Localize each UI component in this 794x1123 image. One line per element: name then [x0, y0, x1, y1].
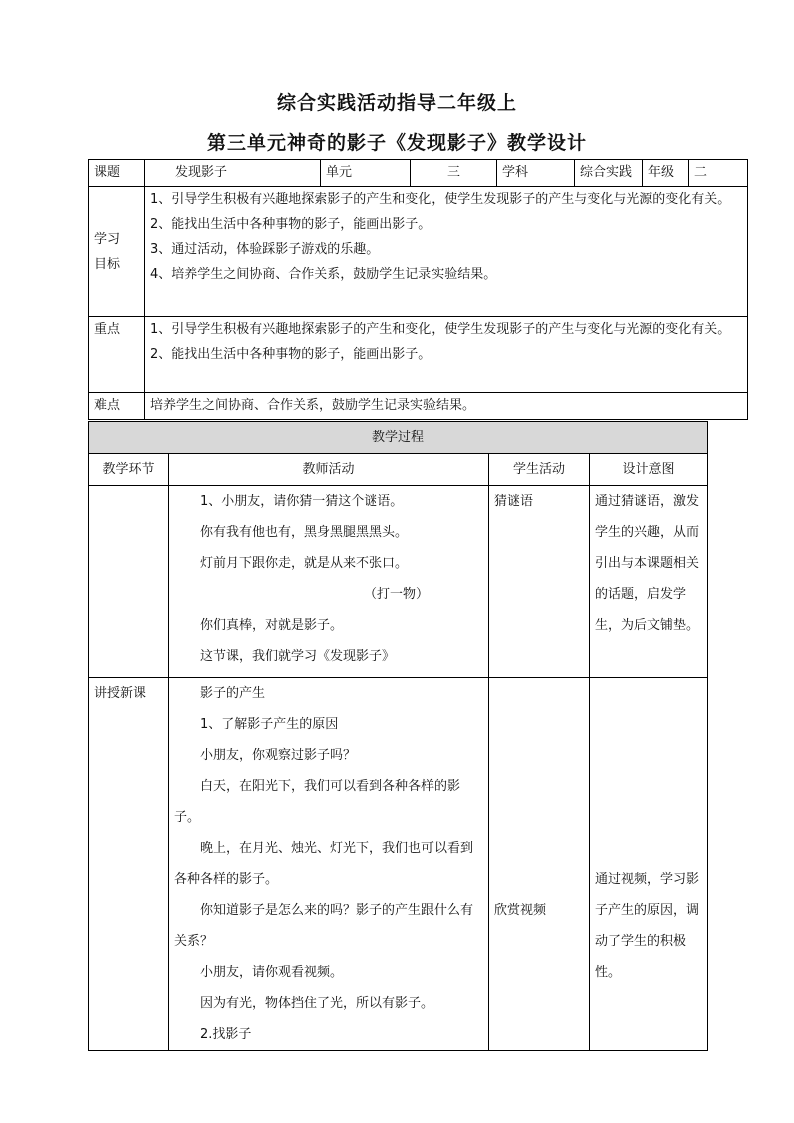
teacher-line: 这节课，我们就学习《发现影子》: [200, 649, 396, 664]
goals-label-line2: 目标: [94, 256, 121, 272]
grade-value: 二: [689, 160, 748, 187]
key-point-item: 1、引导学生积极有兴趣地探索影子的产生和变化，使学生发现影子的产生与变化与光源的变化有关。: [150, 322, 731, 337]
teacher-line: 晚上，在月光、烛光、灯光下，我们也可以看到各种各样的影子。: [174, 841, 474, 887]
lesson-info-table: [88, 159, 748, 420]
teacher-line: 灯前月下跟你走，就是从来不张口。: [200, 556, 409, 571]
student-activity-cell: 猜谜语: [489, 486, 590, 678]
key-point-item: 2、能找出生活中各种事物的影子，能画出影子。: [150, 347, 432, 362]
teaching-process-table: [88, 421, 708, 1051]
design-intent-cell: [590, 678, 708, 1051]
goals-label: [89, 187, 145, 317]
subject-label: 学科: [497, 160, 575, 187]
student-activity-cell: [489, 678, 590, 1051]
difficulty-content: 培养学生之间协商、合作关系，鼓励学生记录实验结果。: [145, 393, 748, 420]
topic-value: 发现影子: [145, 160, 321, 187]
goal-item: 4、培养学生之间协商、合作关系，鼓励学生记录实验结果。: [150, 267, 497, 282]
teacher-line: 你知道影子是怎么来的吗？影子的产生跟什么有关系？: [174, 903, 474, 949]
document-subtitle: 第三单元神奇的影子《发现影子》教学设计: [206, 132, 587, 154]
subject-value: 综合实践: [575, 160, 643, 187]
teacher-line: 影子的产生: [200, 686, 266, 701]
goals-row: [89, 187, 748, 317]
process-title: 教学过程: [89, 422, 708, 454]
difficulty-label: 难点: [89, 393, 145, 420]
student-activity-text: 欣赏视频: [494, 903, 547, 918]
teacher-activity-cell: [169, 486, 489, 678]
teacher-line: 1、了解影子产生的原因: [200, 717, 339, 732]
key-points-row: [89, 317, 748, 393]
goal-item: 3、通过活动，体验踩影子游戏的乐趣。: [150, 242, 380, 257]
unit-label: 单元: [321, 160, 411, 187]
teacher-line: 小朋友，请你观看视频。: [200, 965, 344, 980]
goal-item: 1、引导学生积极有兴趣地探索影子的产生和变化，使学生发现影子的产生与变化与光源的变化有关。: [150, 192, 731, 207]
design-intent-text: 通过视频，学习影子产生的原因，调动了学生的积极性。: [595, 872, 700, 980]
goals-label-line1: 学习: [94, 231, 121, 247]
difficulty-row: [89, 393, 748, 420]
teacher-activity-cell: [169, 678, 489, 1051]
teacher-line: 你们真棒，对就是影子。: [200, 618, 344, 633]
intro-row: [89, 486, 708, 678]
stage-cell: [89, 486, 169, 678]
teacher-line: 白天，在阳光下，我们可以看到各种各样的影子。: [174, 779, 461, 825]
teacher-line: 1、小朋友，请你猜一猜这个谜语。: [200, 494, 404, 509]
document-title: 综合实践活动指导二年级上: [276, 92, 517, 114]
header-teacher: 教师活动: [169, 454, 489, 486]
goal-item: 2、能找出生活中各种事物的影子，能画出影子。: [150, 217, 432, 232]
key-points-content: [145, 317, 748, 393]
process-title-row: [89, 422, 708, 454]
goals-content: [145, 187, 748, 317]
unit-value: 三: [411, 160, 497, 187]
process-header-row: [89, 454, 708, 486]
teacher-line: 你有我有他也有，黑身黑腿黑黑头。: [200, 525, 409, 540]
header-student: 学生活动: [489, 454, 590, 486]
grade-label: 年级: [643, 160, 689, 187]
design-intent-cell: 通过猜谜语，激发学生的兴趣，从而引出与本课题相关的话题，启发学生，为后文铺垫。: [590, 486, 708, 678]
teacher-line: （打一物）: [364, 587, 430, 602]
key-points-label: 重点: [89, 317, 145, 393]
new-lesson-row: [89, 678, 708, 1051]
teacher-line: 因为有光，物体挡住了光，所以有影子。: [200, 996, 435, 1011]
info-row: [89, 160, 748, 187]
stage-cell: 讲授新课: [89, 678, 169, 1051]
teacher-line: 2.找影子: [200, 1027, 252, 1042]
header-intent: 设计意图: [590, 454, 708, 486]
header-stage: 教学环节: [89, 454, 169, 486]
topic-label: 课题: [89, 160, 145, 187]
teacher-line: 小朋友，你观察过影子吗？: [200, 748, 357, 763]
